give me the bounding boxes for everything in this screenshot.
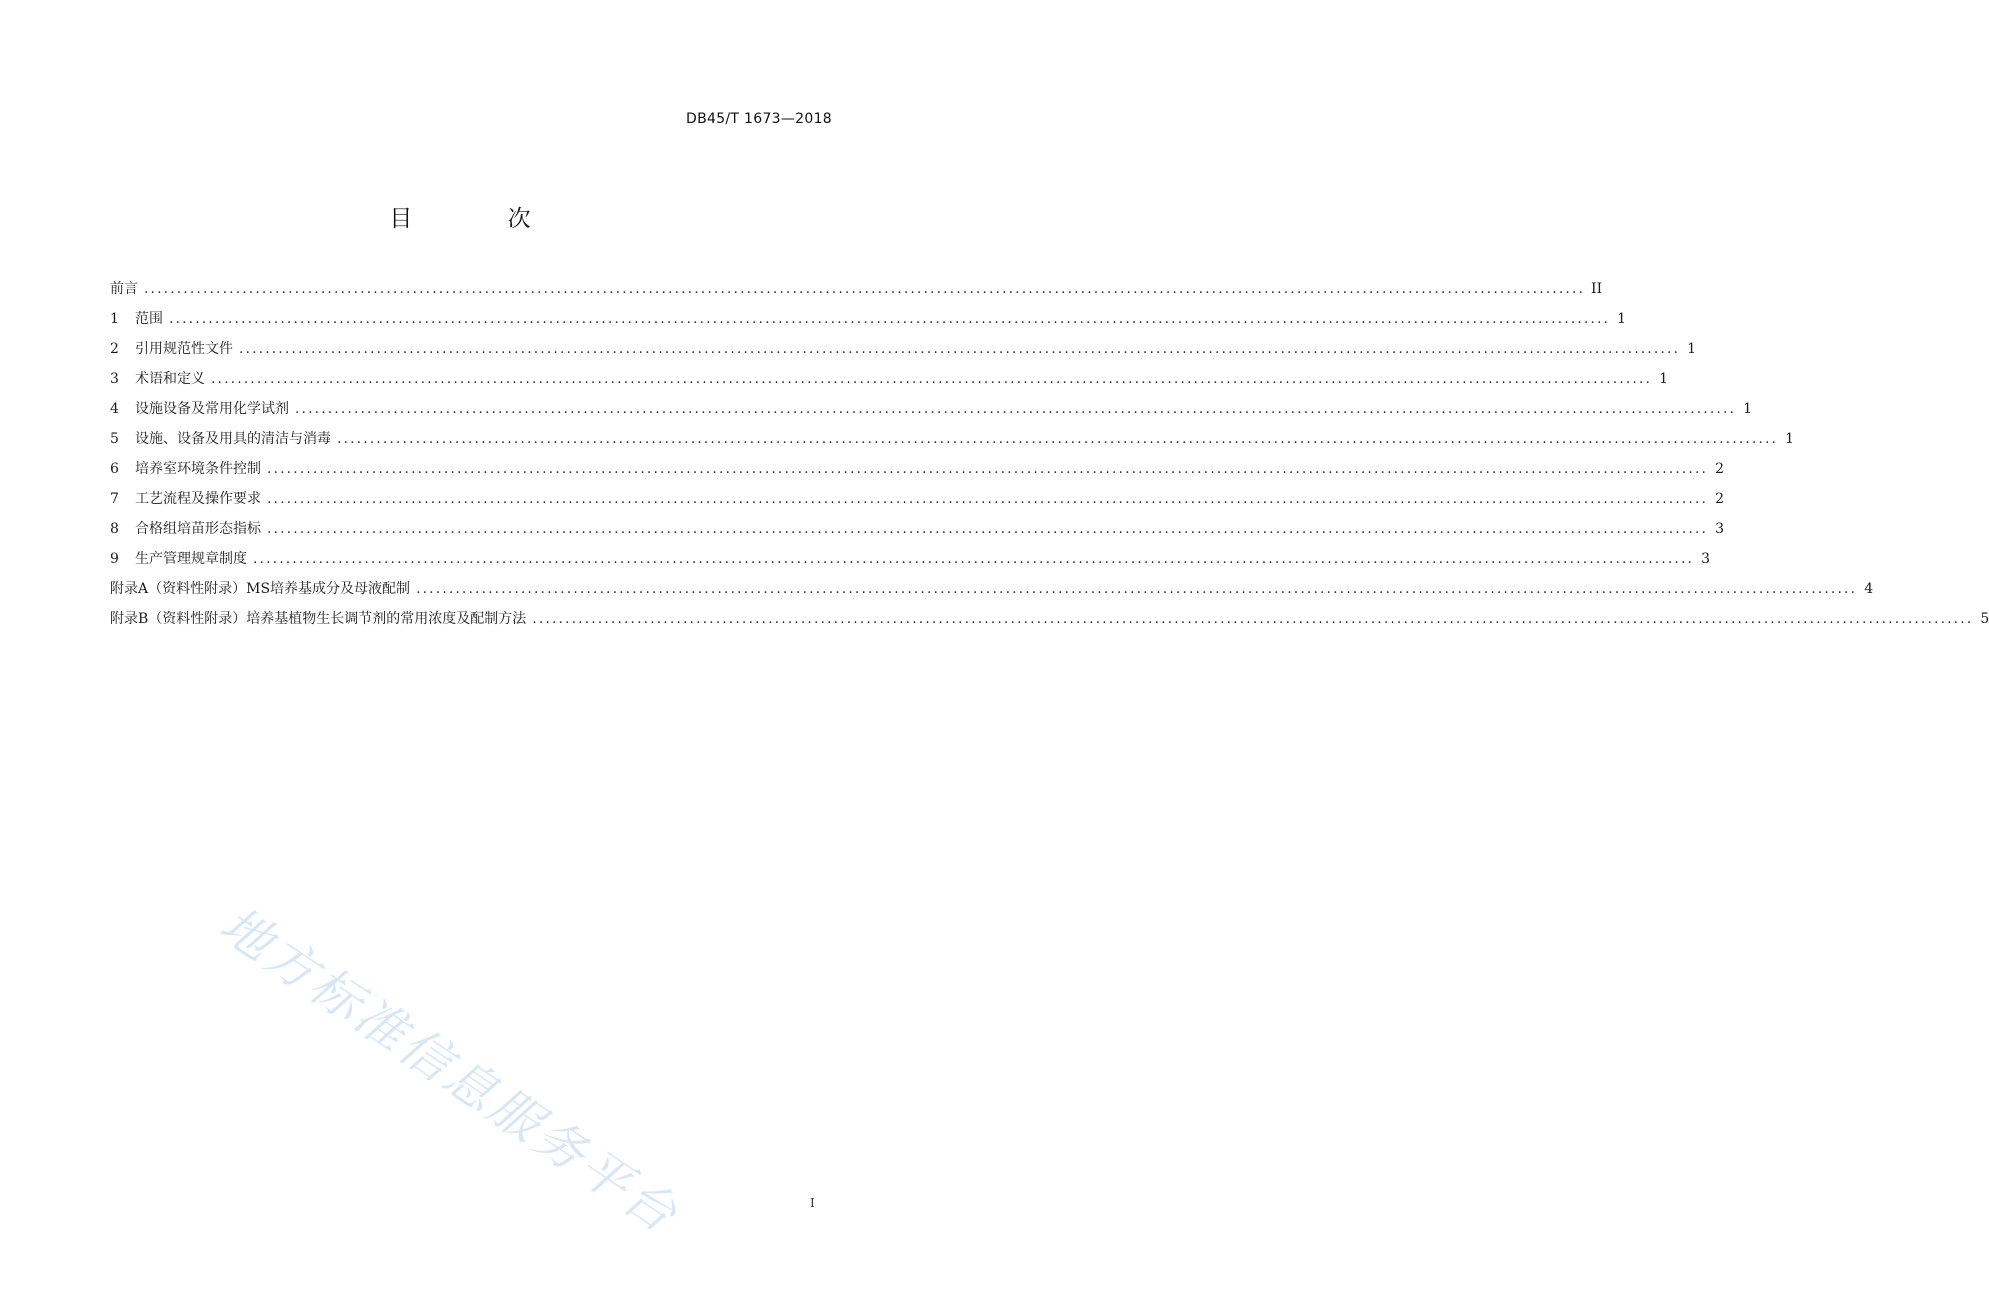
appendix-label: MS培养基成分及母液配制 <box>246 581 411 597</box>
toc-entry-number: 1 <box>110 311 119 327</box>
toc-appendix-a[interactable] <box>110 574 1874 604</box>
toc-entry-number: 5 <box>110 431 119 447</box>
toc-entry[interactable] <box>110 364 1669 394</box>
dot-leader: ............................................................................................................................................................................................................................ <box>253 551 1695 567</box>
toc-entry-label: 设施、设备及用具的清洁与消毒 <box>135 431 331 447</box>
table-of-contents <box>110 274 1989 634</box>
toc-entry[interactable] <box>110 544 1711 574</box>
dot-leader: ............................................................................................................................................................................................................................ <box>295 401 1737 417</box>
toc-entry-page: 1 <box>1659 371 1669 387</box>
dot-leader: ............................................................................................................................................................................................................................ <box>239 341 1681 357</box>
appendix-prefix: 附录B（资料性附录） <box>110 611 247 627</box>
toc-entry-number: 9 <box>110 551 119 567</box>
toc-entry[interactable] <box>110 424 1795 454</box>
toc-appendix-b[interactable] <box>110 604 1989 634</box>
toc-entry[interactable] <box>110 274 1603 304</box>
watermark: 地方标准信息服务平台 <box>209 895 690 1246</box>
toc-entry-page: 1 <box>1617 311 1627 327</box>
appendix-prefix: 附录A（资料性附录） <box>110 581 247 597</box>
toc-entry-page: 5 <box>1980 611 1989 627</box>
dot-leader: ............................................................................................................................................................................................................................ <box>144 281 1586 297</box>
toc-entry[interactable] <box>110 484 1725 514</box>
dot-leader: ............................................................................................................................................................................................................................ <box>211 371 1653 387</box>
toc-entry-page: 1 <box>1743 401 1753 417</box>
toc-entry-label: 前言 <box>110 281 138 297</box>
dot-leader: ............................................................................................................................................................................................................................ <box>416 581 1858 597</box>
toc-entry-label: 范围 <box>135 311 163 327</box>
dot-leader: ............................................................................................................................................................................................................................ <box>169 311 1611 327</box>
toc-entry-number: 3 <box>110 371 119 387</box>
document-code: DB45/T 1673—2018 <box>686 111 832 127</box>
dot-leader: ............................................................................................................................................................................................................................ <box>267 521 1709 537</box>
page-title: 目 次 <box>389 206 575 232</box>
toc-entry[interactable] <box>110 334 1697 364</box>
toc-entry-label: 工艺流程及操作要求 <box>135 491 261 507</box>
toc-entry-page: 1 <box>1687 341 1697 357</box>
toc-entry-number: 4 <box>110 401 119 417</box>
page-number: I <box>810 1196 815 1210</box>
toc-entry-label: 生产管理规章制度 <box>135 551 247 567</box>
toc-entry-page: 1 <box>1785 431 1795 447</box>
toc-entry[interactable] <box>110 454 1725 484</box>
toc-entry-label: 术语和定义 <box>135 371 205 387</box>
dot-leader: ............................................................................................................................................................................................................................ <box>337 431 1779 447</box>
toc-entry-number: 6 <box>110 461 119 477</box>
toc-entry[interactable] <box>110 394 1753 424</box>
toc-entry-page: 4 <box>1864 581 1874 597</box>
toc-entry-number: 7 <box>110 491 119 507</box>
toc-entry-page: 2 <box>1715 491 1725 507</box>
toc-entry-number: 2 <box>110 341 119 357</box>
toc-entry-label: 合格组培苗形态指标 <box>135 521 261 537</box>
appendix-label: 培养基植物生长调节剂的常用浓度及配制方法 <box>246 611 527 627</box>
toc-entry[interactable] <box>110 514 1725 544</box>
dot-leader: ............................................................................................................................................................................................................................ <box>532 611 1974 627</box>
toc-entry-page: 3 <box>1715 521 1725 537</box>
toc-entry-page: 2 <box>1715 461 1725 477</box>
toc-entry-number: 8 <box>110 521 119 537</box>
toc-entry[interactable] <box>110 304 1627 334</box>
dot-leader: ............................................................................................................................................................................................................................ <box>267 461 1709 477</box>
toc-entry-label: 培养室环境条件控制 <box>135 461 261 477</box>
toc-entry-page: 3 <box>1701 551 1711 567</box>
toc-entry-label: 引用规范性文件 <box>135 341 233 357</box>
dot-leader: ............................................................................................................................................................................................................................ <box>267 491 1709 507</box>
toc-entry-page: II <box>1591 281 1603 297</box>
toc-entry-label: 设施设备及常用化学试剂 <box>135 401 289 417</box>
